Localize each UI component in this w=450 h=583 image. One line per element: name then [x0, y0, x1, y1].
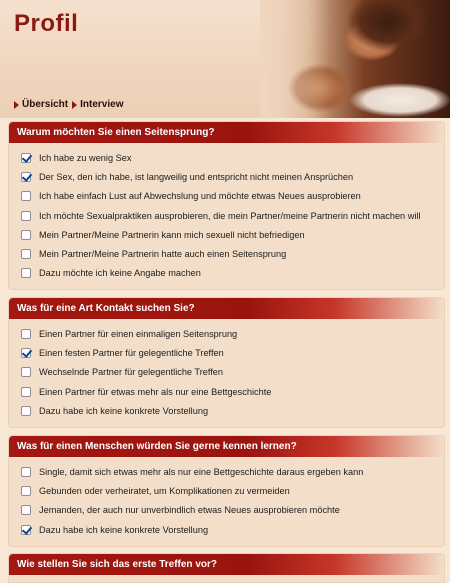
checkbox[interactable]	[21, 191, 31, 201]
checkbox[interactable]	[21, 406, 31, 416]
header-photo	[260, 0, 450, 118]
option-label: Einen Partner für einen einmaligen Seitensprung	[39, 328, 238, 339]
section-heading: Was für eine Art Kontakt suchen Sie?	[9, 298, 444, 319]
option-label: Ich habe zu wenig Sex	[39, 152, 132, 163]
option-label: Einen festen Partner für gelegentliche Treffen	[39, 347, 224, 358]
checkbox-option[interactable]	[9, 382, 444, 401]
question-section-contact-type	[8, 297, 445, 428]
checkbox-option[interactable]	[9, 501, 444, 520]
checkbox-option[interactable]	[9, 206, 444, 225]
breadcrumb	[14, 99, 123, 110]
checkbox-option[interactable]	[9, 264, 444, 283]
checkbox[interactable]	[21, 249, 31, 259]
section-heading: Wie stellen Sie sich das erste Treffen vor?	[9, 554, 444, 575]
checkbox[interactable]	[21, 505, 31, 515]
question-section-partner-type	[8, 435, 445, 547]
option-label: Dazu habe ich keine konkrete Vorstellung	[39, 524, 209, 535]
option-label: Single, damit sich etwas mehr als nur eine Bettgeschichte daraus ergeben kann	[39, 466, 364, 477]
breadcrumb-label: Übersicht	[22, 99, 69, 110]
checkbox[interactable]	[21, 153, 31, 163]
checkbox[interactable]	[21, 525, 31, 535]
question-section-first-meeting	[8, 553, 445, 583]
question-section-reason	[8, 121, 445, 290]
checkbox-option[interactable]	[9, 520, 444, 539]
option-label: Ich habe einfach Lust auf Abwechslung und möchte etwas Neues ausprobieren	[39, 191, 361, 202]
option-label: Der Sex, den ich habe, ist langweilig und entspricht nicht meinen Ansprüchen	[39, 171, 354, 182]
arrow-right-icon	[72, 101, 77, 109]
option-label: Mein Partner/Meine Partnerin hatte auch einen Seitensprung	[39, 249, 287, 260]
checkbox-option[interactable]	[9, 401, 444, 420]
section-heading: Warum möchten Sie einen Seitensprung?	[9, 122, 444, 143]
checkbox[interactable]	[21, 486, 31, 496]
checkbox[interactable]	[21, 268, 31, 278]
checkbox[interactable]	[21, 172, 31, 182]
arrow-right-icon	[14, 101, 19, 109]
breadcrumb-item-overview[interactable]	[14, 99, 68, 110]
checkbox-option[interactable]	[9, 324, 444, 343]
checkbox-option[interactable]	[9, 343, 444, 362]
checkbox-option[interactable]	[9, 462, 444, 481]
breadcrumb-label: Interview	[80, 99, 124, 110]
checkbox[interactable]	[21, 230, 31, 240]
checkbox[interactable]	[21, 387, 31, 397]
option-label: Einen Partner für etwas mehr als nur eine Bettgeschichte	[39, 386, 272, 397]
checkbox[interactable]	[21, 467, 31, 477]
checkbox-option[interactable]	[9, 481, 444, 500]
checkbox-option[interactable]	[9, 225, 444, 244]
checkbox-option[interactable]	[9, 148, 444, 167]
option-label: Dazu möchte ich keine Angabe machen	[39, 268, 201, 279]
checkbox[interactable]	[21, 329, 31, 339]
page-title: Profil	[14, 10, 79, 37]
section-heading: Was für einen Menschen würden Sie gerne kennen lernen?	[9, 436, 444, 457]
option-label: Wechselnde Partner für gelegentliche Treffen	[39, 367, 224, 378]
checkbox[interactable]	[21, 211, 31, 221]
checkbox-option[interactable]	[9, 167, 444, 186]
option-label: Ich möchte Sexualpraktiken ausprobieren, die mein Partner/meine Partnerin nicht machen will	[39, 210, 421, 221]
checkbox[interactable]	[21, 348, 31, 358]
breadcrumb-item-interview[interactable]	[72, 99, 123, 110]
checkbox-option[interactable]	[9, 363, 444, 382]
option-label: Gebunden oder verheiratet, um Komplikationen zu vermeiden	[39, 485, 290, 496]
checkbox-option[interactable]	[9, 187, 444, 206]
checkbox[interactable]	[21, 367, 31, 377]
option-label: Dazu habe ich keine konkrete Vorstellung	[39, 405, 209, 416]
checkbox-option[interactable]	[9, 244, 444, 263]
profile-header	[0, 0, 450, 118]
option-label: Jemanden, der auch nur unverbindlich etwas Neues ausprobieren möchte	[39, 505, 340, 516]
option-label: Mein Partner/Meine Partnerin kann mich sexuell nicht befriedigen	[39, 229, 305, 240]
